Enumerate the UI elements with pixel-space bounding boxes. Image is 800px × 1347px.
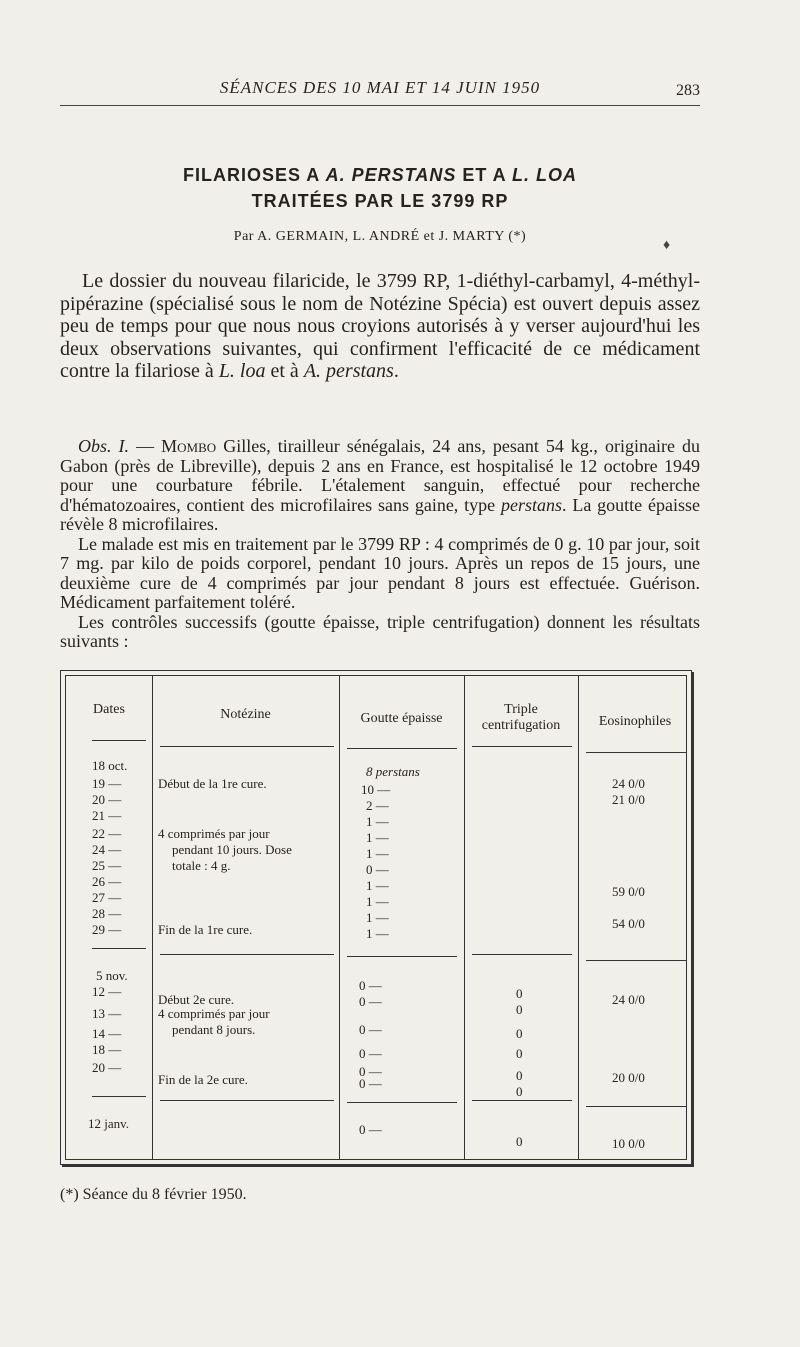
results-table [60,670,692,1165]
section-divider [92,948,146,949]
header-triple-1: Triple [504,702,538,717]
goutte-cell: 2 — [366,798,389,813]
goutte-cell: 1 — [366,910,389,925]
header-underline [160,746,334,747]
column-divider [578,676,579,1159]
observation-dash: — [129,436,162,456]
results-table-inner [65,675,687,1160]
intro-text-a: Le dossier du nouveau filaricide, le 3799 RP, 1-diéthyl-carbamyl, 4-méthyl-pipérazine (spécialisé sous le nom de Notézine Spécia) est ouvert depuis assez peu de temps pour que nous nous croyions autorisés à y verser aujourd'hui les deux observations suivantes, qui confirment l'efficacité de ce médicament contre la filariose à [60,270,700,382]
intro-species-perstans: A. perstans [303,360,394,382]
page-number: 283 [676,82,700,99]
goutte-cell: 0 — [359,994,382,1009]
title-line-1 [60,162,700,188]
goutte-cell: 1 — [366,814,389,829]
eosinophiles-cell: 20 0/0 [612,1070,645,1085]
observation-text-c: . La goutte épaisse révèle 8 microfilaires. [60,494,700,534]
eosinophiles-cell: 10 0/0 [612,1136,645,1151]
goutte-cell-first [366,764,420,780]
observation-species: perstans [500,494,562,515]
date-cell: 20 — [92,792,122,807]
notezine-cell: 4 comprimés par jour [158,826,270,841]
header-notezine: Notézine [220,707,271,722]
notezine-cell: 4 comprimés par jour [158,1006,270,1021]
patient-name: Mombo [161,436,217,456]
section-divider [586,1106,686,1107]
goutte-cell: 1 — [366,830,389,845]
observation-paragraph-2: Le malade est mis en traitement par le 3799 RP : 4 comprimés de 0 g. 10 par jour, soit 7 mg. par kilo de poids corporel, pendant 10 jours. Après un repos de 15 jours, une deuxième cure de 4 comprimés par jour pendant 8 jours est effectuée. Guérison. Médicament parfaitement toléré. [60,533,700,612]
goutte-cell: 1 — [366,878,389,893]
header-underline [347,748,457,749]
notezine-cell: totale : 4 g. [172,858,231,873]
notezine-cell: Début 2e cure. [158,992,235,1007]
header-underline [472,746,572,747]
goutte-cell: 0 — [359,1046,382,1061]
goutte-cell: 0 — [359,1076,382,1091]
triple-cell: 0 [516,1084,523,1099]
notezine-cell: pendant 10 jours. Dose [172,842,292,857]
date-cell: 18 — [92,1042,122,1057]
date-cell: 21 — [92,808,122,823]
date-cell: 13 — [92,1006,122,1021]
column-divider [339,676,340,1159]
date-cell: 26 — [92,874,122,889]
date-cell: 19 — [92,776,122,791]
goutte-cell-first-text: 8 perstans [366,764,420,779]
intro-paragraph [60,270,700,383]
goutte-cell: 0 — [359,1122,382,1137]
date-cell: 25 — [92,858,122,873]
intro-text-e: . [393,360,399,382]
title-part-c: ET A [456,165,513,185]
byline: Par A. GERMAIN, L. ANDRÉ et J. MARTY (*) [233,229,527,244]
triple-cell: 0 [516,1068,523,1083]
goutte-cell: 1 — [366,926,389,941]
section-divider [472,1100,572,1101]
notezine-cell: Fin de la 2e cure. [158,1072,248,1087]
column-divider [152,676,153,1159]
running-header [60,78,700,106]
triple-cell: 0 [516,1026,523,1041]
observation-paragraph-3: Les contrôles successifs (goutte épaisse, triple centrifugation) donnent les résultats suivants : [60,611,700,651]
title-line-2: TRAITÉES PAR LE 3799 RP [251,191,509,211]
intro-text-c: et à [265,360,304,382]
goutte-cell: 0 — [366,862,389,877]
goutte-cell: 10 — [361,782,391,797]
goutte-cell: 0 — [359,1064,382,1079]
triple-cell: 0 [516,1134,523,1149]
footnote: (*) Séance du 8 février 1950. [60,1186,247,1203]
date-cell: 18 oct. [92,758,128,773]
date-cell: 20 — [92,1060,122,1075]
eosinophiles-cell: 24 0/0 [612,992,645,1007]
header-eosino: Eosinophiles [598,714,672,729]
date-cell: 24 — [92,842,122,857]
date-cell: 28 — [92,906,122,921]
observation-paragraph-1 [60,437,700,535]
goutte-cell: 0 — [359,978,382,993]
eosinophiles-cell: 54 0/0 [612,916,645,931]
section-divider [347,956,457,957]
section-divider [160,954,334,955]
date-cell: 12 janv. [88,1116,130,1131]
date-cell: 12 — [92,984,122,999]
eosinophiles-cell: 21 0/0 [612,792,645,807]
header-triple-2: centrifugation [481,718,561,733]
date-cell: 22 — [92,826,122,841]
header-goutte: Goutte épaisse [360,711,443,726]
eosinophiles-cell: 59 0/0 [612,884,645,899]
goutte-cell: 1 — [366,894,389,909]
title-part-a: FILARIOSES A [182,165,326,185]
date-cell: 14 — [92,1026,122,1041]
observation-label: Obs. I. [78,436,130,456]
header-underline [92,740,146,741]
notezine-cell: Fin de la 1re cure. [158,922,253,937]
date-cell: 5 nov. [96,968,128,983]
observation-text-a: Gilles, tirailleur sénégalais, 24 ans, pesant 54 kg., originaire du Gabon (près de Libreville), depuis 2 ans en France, est hospitalisé le 12 octobre 1949 pour une courbature fébrile. L'étalement sanguin, effectué pour recherche d'hématozoaires, contient des microfilaires sans gaine, type [60,436,700,515]
date-cell: 27 — [92,890,122,905]
observation-section [60,437,700,652]
section-divider [160,1100,334,1101]
notezine-cell: pendant 8 jours. [172,1022,256,1037]
section-divider [586,960,686,961]
eosinophiles-cell: 24 0/0 [612,776,645,791]
goutte-cell: 1 — [366,846,389,861]
title-species-perstans: A. PERSTANS [325,165,457,185]
running-title: SÉANCES DES 10 MAI ET 14 JUIN 1950 [219,78,541,97]
column-divider [464,676,465,1159]
header-underline [586,752,686,753]
date-cell: 29 — [92,922,122,937]
ornament-mark: ♦ [663,238,671,253]
header-dates: Dates [93,702,125,717]
notezine-cell: Début de la 1re cure. [158,776,267,791]
triple-cell: 0 [516,1046,523,1061]
section-divider [92,1096,146,1097]
header-rule [60,105,700,106]
goutte-cell: 0 — [359,1022,382,1037]
title-species-loa: L. LOA [512,165,578,185]
section-divider [347,1102,457,1103]
section-divider [472,954,572,955]
triple-cell: 0 [516,986,523,1001]
article-title [60,162,700,214]
triple-cell: 0 [516,1002,523,1017]
intro-species-loa: L. loa [218,360,266,382]
